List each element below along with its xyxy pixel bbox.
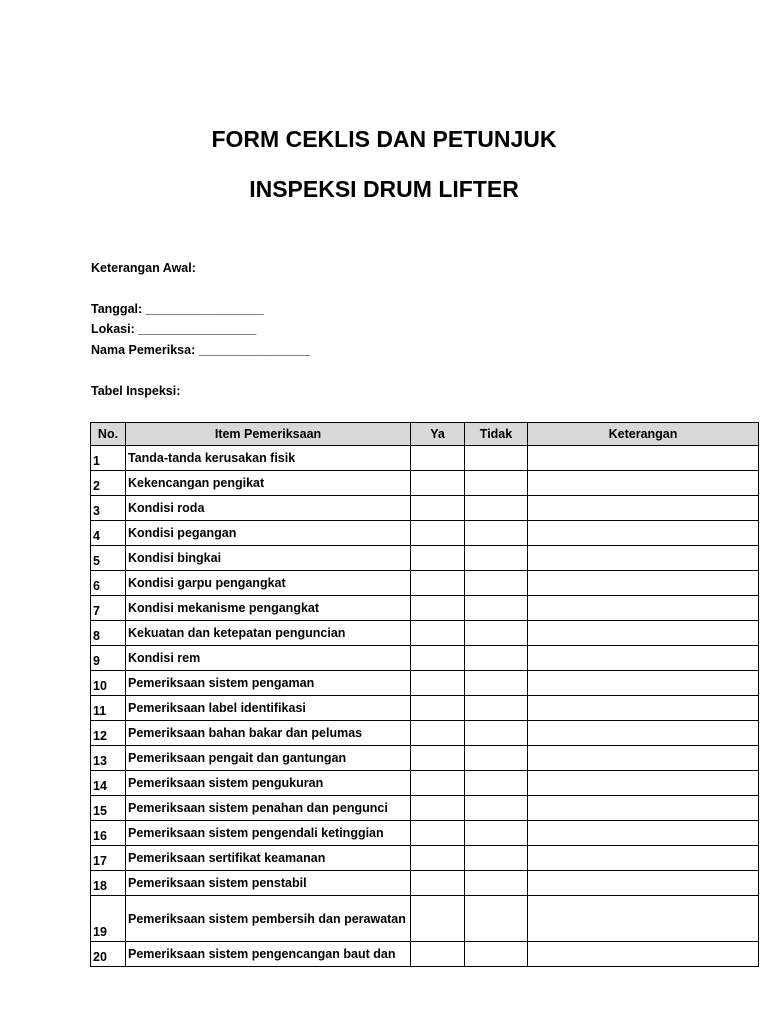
header-item: Item Pemeriksaan — [126, 423, 411, 446]
row-keterangan-cell[interactable] — [528, 571, 759, 596]
row-ya-cell[interactable] — [411, 796, 465, 821]
row-keterangan-cell[interactable] — [528, 696, 759, 721]
table-row — [91, 821, 759, 846]
row-keterangan-cell[interactable] — [528, 496, 759, 521]
row-item: Pemeriksaan bahan bakar dan pelumas — [126, 721, 411, 746]
row-number: 14 — [91, 771, 126, 796]
row-tidak-cell[interactable] — [465, 496, 528, 521]
row-tidak-cell[interactable] — [465, 621, 528, 646]
row-item: Kondisi rem — [126, 646, 411, 671]
row-keterangan-cell[interactable] — [528, 446, 759, 471]
lokasi-field: Lokasi: _________________ — [91, 322, 257, 336]
row-tidak-cell[interactable] — [465, 596, 528, 621]
row-keterangan-cell[interactable] — [528, 746, 759, 771]
row-item: Pemeriksaan sistem pengaman — [126, 671, 411, 696]
row-keterangan-cell[interactable] — [528, 871, 759, 896]
row-number: 2 — [91, 471, 126, 496]
table-row — [91, 446, 759, 471]
table-row — [91, 746, 759, 771]
row-keterangan-cell[interactable] — [528, 796, 759, 821]
row-tidak-cell[interactable] — [465, 646, 528, 671]
row-ya-cell[interactable] — [411, 571, 465, 596]
row-item: Pemeriksaan sistem pengukuran — [126, 771, 411, 796]
row-item: Kondisi pegangan — [126, 521, 411, 546]
row-ya-cell[interactable] — [411, 546, 465, 571]
row-tidak-cell[interactable] — [465, 571, 528, 596]
document-title-line1: FORM CEKLIS DAN PETUNJUK — [211, 126, 557, 152]
row-item: Pemeriksaan sistem penahan dan pengunci — [126, 796, 411, 821]
row-tidak-cell[interactable] — [465, 871, 528, 896]
document-title-line2: INSPEKSI DRUM LIFTER — [249, 176, 519, 202]
row-number: 10 — [91, 671, 126, 696]
row-tidak-cell[interactable] — [465, 896, 528, 942]
row-ya-cell[interactable] — [411, 446, 465, 471]
row-number: 15 — [91, 796, 126, 821]
row-item: Kondisi garpu pengangkat — [126, 571, 411, 596]
row-ya-cell[interactable] — [411, 721, 465, 746]
row-tidak-cell[interactable] — [465, 746, 528, 771]
row-keterangan-cell[interactable] — [528, 942, 759, 967]
row-item: Tanda-tanda kerusakan fisik — [126, 446, 411, 471]
row-keterangan-cell[interactable] — [528, 546, 759, 571]
row-tidak-cell[interactable] — [465, 546, 528, 571]
row-number: 6 — [91, 571, 126, 596]
header-ya: Ya — [411, 423, 465, 446]
row-item: Kondisi mekanisme pengangkat — [126, 596, 411, 621]
table-row — [91, 646, 759, 671]
row-keterangan-cell[interactable] — [528, 646, 759, 671]
row-tidak-cell[interactable] — [465, 796, 528, 821]
header-keterangan: Keterangan — [528, 423, 759, 446]
row-item: Pemeriksaan label identifikasi — [126, 696, 411, 721]
row-number: 9 — [91, 646, 126, 671]
row-ya-cell[interactable] — [411, 671, 465, 696]
row-item: Pemeriksaan sistem pembersih dan perawatan — [126, 896, 411, 942]
row-ya-cell[interactable] — [411, 821, 465, 846]
row-tidak-cell[interactable] — [465, 721, 528, 746]
row-number: 8 — [91, 621, 126, 646]
table-row — [91, 771, 759, 796]
row-tidak-cell[interactable] — [465, 942, 528, 967]
row-tidak-cell[interactable] — [465, 821, 528, 846]
table-row — [91, 471, 759, 496]
row-ya-cell[interactable] — [411, 696, 465, 721]
keterangan-awal-label: Keterangan Awal: — [91, 261, 196, 275]
table-row — [91, 696, 759, 721]
row-tidak-cell[interactable] — [465, 771, 528, 796]
row-item: Pemeriksaan sistem pengencangan baut dan — [126, 942, 411, 967]
row-ya-cell[interactable] — [411, 596, 465, 621]
row-ya-cell[interactable] — [411, 496, 465, 521]
row-item: Pemeriksaan sistem pengendali ketinggian — [126, 821, 411, 846]
table-row — [91, 521, 759, 546]
row-keterangan-cell[interactable] — [528, 896, 759, 942]
tabel-inspeksi-label: Tabel Inspeksi: — [91, 384, 181, 398]
header-tidak: Tidak — [465, 423, 528, 446]
row-tidak-cell[interactable] — [465, 521, 528, 546]
row-item: Pemeriksaan sertifikat keamanan — [126, 846, 411, 871]
inspection-table — [90, 422, 759, 967]
row-tidak-cell[interactable] — [465, 471, 528, 496]
row-tidak-cell[interactable] — [465, 446, 528, 471]
row-tidak-cell[interactable] — [465, 696, 528, 721]
table-row — [91, 546, 759, 571]
row-number: 18 — [91, 871, 126, 896]
table-row — [91, 896, 759, 942]
row-ya-cell[interactable] — [411, 871, 465, 896]
row-keterangan-cell[interactable] — [528, 596, 759, 621]
row-keterangan-cell[interactable] — [528, 671, 759, 696]
row-number: 19 — [91, 896, 126, 942]
row-ya-cell[interactable] — [411, 942, 465, 967]
row-keterangan-cell[interactable] — [528, 846, 759, 871]
table-row — [91, 846, 759, 871]
row-keterangan-cell[interactable] — [528, 621, 759, 646]
row-number: 1 — [91, 446, 126, 471]
row-number: 16 — [91, 821, 126, 846]
row-tidak-cell[interactable] — [465, 846, 528, 871]
row-keterangan-cell[interactable] — [528, 721, 759, 746]
table-row — [91, 671, 759, 696]
row-number: 11 — [91, 696, 126, 721]
row-item: Pemeriksaan sistem penstabil — [126, 871, 411, 896]
row-number: 7 — [91, 596, 126, 621]
table-row — [91, 496, 759, 521]
row-number: 20 — [91, 942, 126, 967]
table-row — [91, 721, 759, 746]
table-row — [91, 871, 759, 896]
row-tidak-cell[interactable] — [465, 671, 528, 696]
row-item: Kekencangan pengikat — [126, 471, 411, 496]
row-number: 12 — [91, 721, 126, 746]
row-item: Kekuatan dan ketepatan penguncian — [126, 621, 411, 646]
row-ya-cell[interactable] — [411, 846, 465, 871]
row-ya-cell[interactable] — [411, 896, 465, 942]
row-number: 5 — [91, 546, 126, 571]
row-keterangan-cell[interactable] — [528, 771, 759, 796]
row-keterangan-cell[interactable] — [528, 471, 759, 496]
table-row — [91, 796, 759, 821]
row-ya-cell[interactable] — [411, 471, 465, 496]
row-number: 3 — [91, 496, 126, 521]
row-number: 4 — [91, 521, 126, 546]
row-ya-cell[interactable] — [411, 646, 465, 671]
tanggal-field: Tanggal: _________________ — [91, 302, 264, 316]
row-ya-cell[interactable] — [411, 521, 465, 546]
row-number: 17 — [91, 846, 126, 871]
row-number: 13 — [91, 746, 126, 771]
table-header-row — [91, 423, 759, 446]
row-keterangan-cell[interactable] — [528, 521, 759, 546]
row-ya-cell[interactable] — [411, 621, 465, 646]
table-row — [91, 596, 759, 621]
header-no: No. — [91, 423, 126, 446]
table-row — [91, 942, 759, 967]
row-ya-cell[interactable] — [411, 746, 465, 771]
row-item: Kondisi roda — [126, 496, 411, 521]
row-item: Pemeriksaan pengait dan gantungan — [126, 746, 411, 771]
row-ya-cell[interactable] — [411, 771, 465, 796]
row-keterangan-cell[interactable] — [528, 821, 759, 846]
row-item: Kondisi bingkai — [126, 546, 411, 571]
nama-pemeriksa-field: Nama Pemeriksa: ________________ — [91, 343, 310, 357]
table-row — [91, 571, 759, 596]
table-row — [91, 621, 759, 646]
